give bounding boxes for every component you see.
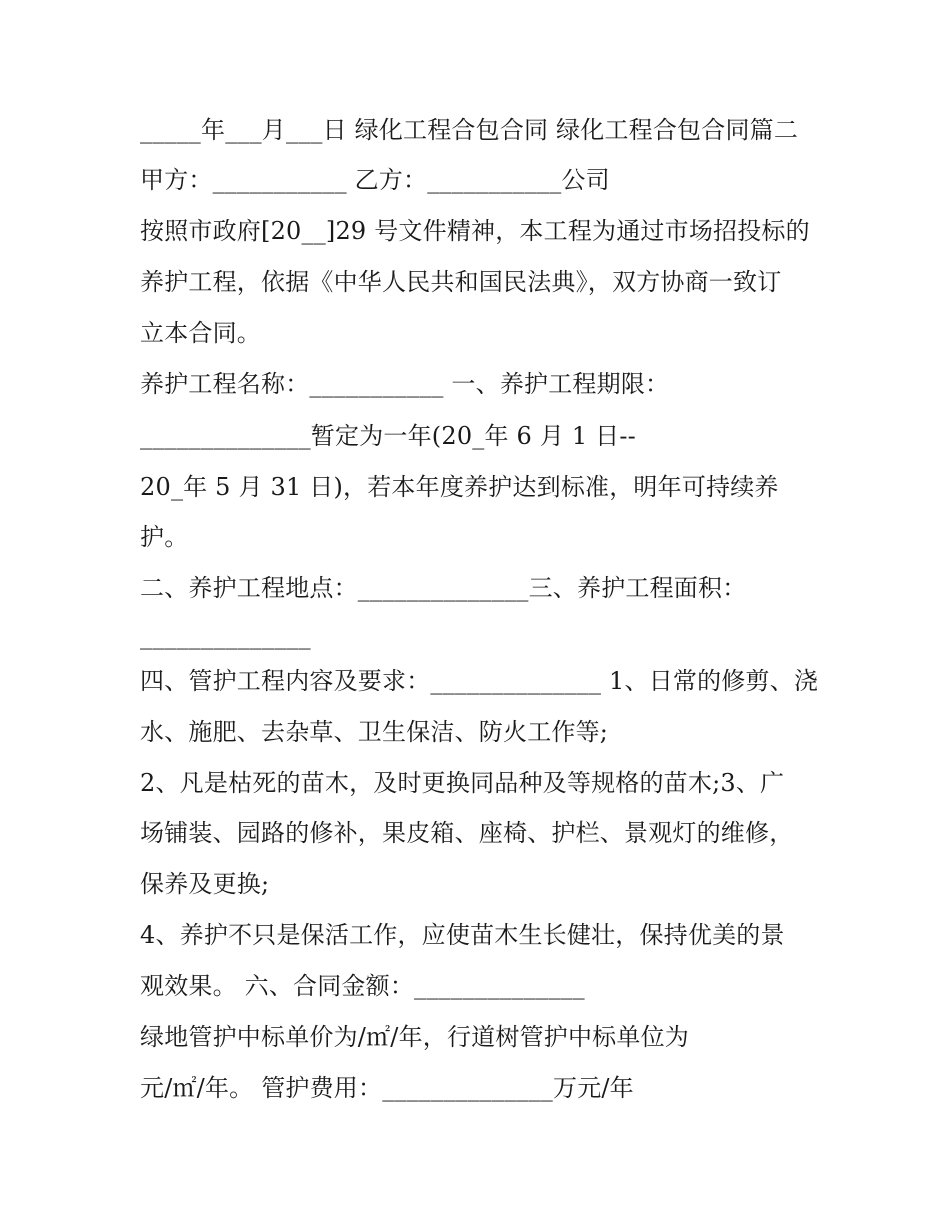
doc-line-17: 4、养护不只是保活工作，应使苗木生长健壮，保持优美的景 <box>140 921 785 949</box>
doc-line-9: 护。 <box>140 523 189 551</box>
doc-line-14: 2、凡是枯死的苗木，及时更换同品种及等规格的苗木;3、广 <box>140 769 785 797</box>
doc-line-1: _____年___月___日 绿化工程合包合同 绿化工程合包合同篇二 <box>140 116 799 144</box>
doc-line-5: 立本合同。 <box>140 319 261 347</box>
doc-line-8: 20_年 5 月 31 日)，若本年度养护达到标准，明年可持续养 <box>140 473 779 501</box>
doc-line-15: 场铺装、园路的修补，果皮箱、座椅、护栏、景观灯的维修， <box>140 819 794 847</box>
doc-line-4: 养护工程，依据《中华人民共和国民法典》，双方协商一致订 <box>140 268 782 296</box>
doc-line-10: 二、养护工程地点：______________三、养护工程面积： <box>140 574 747 602</box>
doc-line-7: ______________暂定为一年(20_年 6 月 1 日-- <box>140 422 636 450</box>
doc-line-20: 元/㎡/年。 管护费用：______________万元/年 <box>140 1074 634 1102</box>
doc-line-6: 养护工程名称：___________ 一、养护工程期限： <box>140 370 670 398</box>
doc-line-16: 保养及更换; <box>140 870 270 898</box>
doc-line-12: 四、管护工程内容及要求：______________ 1、日常的修剪、浇 <box>140 667 819 695</box>
doc-line-19: 绿地管护中标单价为/㎡/年，行道树管护中标单位为 <box>140 1023 689 1051</box>
doc-line-2: 甲方：___________ 乙方：___________公司 <box>140 166 610 194</box>
doc-line-18: 观效果。 六、合同金额：______________ <box>140 972 585 1000</box>
doc-line-3: 按照市政府[20__]29 号文件精神，本工程为通过市场招投标的 <box>140 217 810 245</box>
doc-line-13: 水、施肥、去杂草、卫生保洁、防火工作等; <box>140 718 609 746</box>
doc-line-11: ______________ <box>140 622 311 650</box>
